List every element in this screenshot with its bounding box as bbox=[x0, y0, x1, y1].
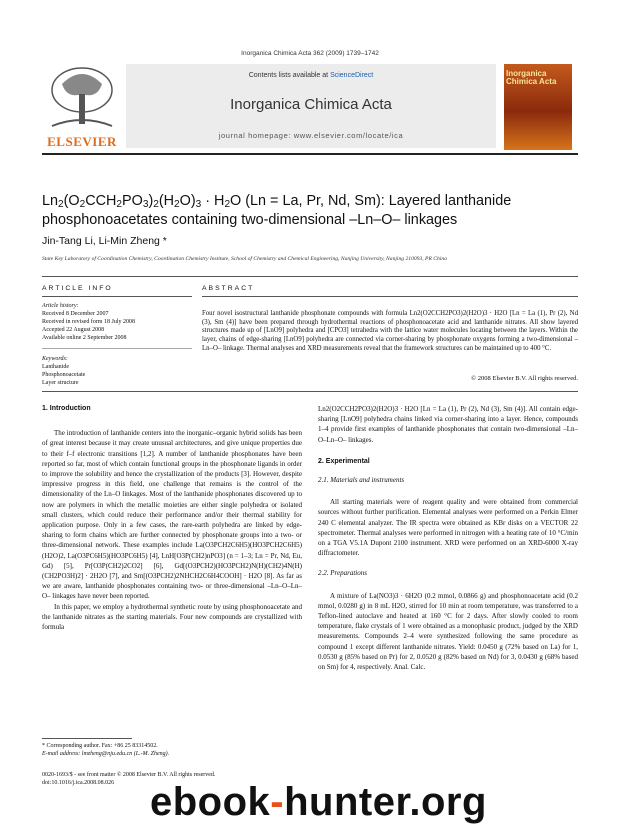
article-info-heading: ARTICLE INFO bbox=[42, 285, 113, 292]
materials-heading: 2.1. Materials and instruments bbox=[318, 476, 405, 485]
experimental-heading: 2. Experimental bbox=[318, 457, 370, 465]
corresponding-author: * Corresponding author. Fax: +86 25 83314502. bbox=[42, 743, 158, 749]
watermark-hyphen: - bbox=[270, 780, 285, 824]
sciencedirect-link[interactable]: ScienceDirect bbox=[330, 72, 374, 79]
history-item: Received 8 December 2007 bbox=[42, 311, 109, 317]
intro-paragraph-1: The introduction of lanthanide centers into the inorganic–organic hybrid solids has been of great interest because it may create unusual architectures, and give unique properties due to their f–f electronic transitions [1,2]. A number of lanthanide phosphonates have been reported so far, most of which contain functional groups in the phosphonate ligands in order to improve the solubility and hence the crystallization of the products [3]. However, despite impressive progress in this field, one challenge that remains is the control of the dimensionality of the Ln–O linkages. Most of the lanthanide phosphonates discovered up to now are polymers in which the metallic moieties are either single polyhedra or isolated small clusters, which could reduce their performance and/or their thermal stability for application purpose. Only in a few cases, the rare-earth polyhedra are linked by edge-sharing to form chains which are further connected by phosphonate groups into a two- or three-dimensional network. These examples include La(O3PCH2C6H5)(HO3PCH2C6H5)(H2O)2, La(O3PC6H5)(HO3PC6H5) [4], LnH[O3P(CH2)nPO3] (n = 1–3; Ln = Pr, Nd, Eu, Gd) [5], Pr[O3P(CH2)2CO2] [6], Gd[(O3PCH2)(HO3PCH2)N(H)(CH2)4N(H)(CH2PO3H)2] · 2H2O [7], and Sm[(O3PCH2)2NHCH2C6H4COOH] · H2O [8]. As far as we are aware, lanthanide phosphonates containing two- or three-dimensional –Ln–O–Ln–O– linkages have never been reported. bbox=[42, 429, 302, 601]
intro-continuation: Ln2(O2CCH2PO3)2(H2O)3 · H2O [Ln = La (1), Pr (2), Nd (3), Sm (4)]. All contain edge-sharing [LnO9] polyhedra chains linked via corner-sharing into a layer. Hence, compounds 1–4 provide first examples of lanthanide phosphonates that contain two-dimensional –Ln–O–Ln–O– linkages. bbox=[318, 405, 578, 444]
journal-homepage[interactable]: journal homepage: www.elsevier.com/locate/ica bbox=[218, 131, 404, 140]
intro-heading: 1. Introduction bbox=[42, 405, 91, 412]
cover-title: Inorganica Chimica Acta bbox=[506, 69, 557, 86]
abstract-copyright: © 2008 Elsevier B.V. All rights reserved. bbox=[471, 375, 578, 382]
journal-reference: Inorganica Chimica Acta 362 (2009) 1739–1742 bbox=[241, 50, 379, 57]
article-title: $Ln_2(O_2CCH_2PO_3)_2(H_2O)_3 \cdot H_2O$ (Ln = La, Pr, Nd, Sm): Layered lanthanide phosphonoacetates containing two-dimensional –Ln–O– linkages bbox=[42, 193, 512, 228]
history-item: Received in revised form 18 July 2008 bbox=[42, 319, 135, 325]
author-email[interactable]: E-mail address: lmzheng@nju.edu.cn (L.-M. Zheng). bbox=[42, 751, 170, 757]
keywords-label: Keywords: bbox=[42, 356, 68, 362]
header-divider bbox=[42, 153, 578, 155]
history-label: Article history: bbox=[42, 303, 79, 309]
contents-line bbox=[126, 72, 496, 79]
keywords bbox=[42, 355, 192, 387]
article-history bbox=[42, 302, 192, 342]
info-divider bbox=[42, 296, 192, 297]
keyword-item: Phosphonoacetate bbox=[42, 372, 86, 378]
watermark-left: ebook bbox=[150, 780, 271, 824]
watermark-right: hunter.org bbox=[284, 780, 487, 824]
preparations-paragraph: A mixture of La(NO3)3 · 6H2O (0.2 mmol, 0.0866 g) and phosphonoacetate acid (0.2 mmol, 0.0280 g) in 8 mL H2O, stirred for 10 min at room temperature, was transferred to a Teflon-lined autoclave and heated at 160 °C for 2 days. After slowly cooled to room temperature, flake crystals of 1 were obtained as a monophasic product, judged by the XRD measurements. Compounds 2–4 were synthesized following the same procedure as compound 1 except different lanthanide nitrates. Yield: 0.0450 g (72% based on La) for 1, 0.0530 g (85% based on Pr) for 2, 0.0520 g (82% based on Nd) for 3, 0.0430 g (68% based on Sm) for 4, respectively. Anal. Calc. bbox=[318, 591, 578, 672]
abstract-text: Four novel isostructural lanthanide phosphonate compounds with formula Ln2(O2CCH2PO3)2(H2O)3 · H2O [Ln = La (1), Pr (2), Nd (3), Sm (4)] have been prepared through hydrothermal reactions of phosphonoacetate acid and lanthanide nitrates. All show layered structures made up of [LnO9] polyhedra and [CPO3] tetrahedra with the lattice water molecules locating between the layers. Within the layer, chains of edge-sharing [LnO9] polyhedra are connected via corner-sharing by phosphonate oxygens forming a two-dimensional –Ln–O– linkage. Thermal analyses and XRD measurements reveal that the framework structures can be maintained up to 400 °C. bbox=[202, 310, 578, 352]
intro-paragraph-2: In this paper, we employ a hydrothermal synthetic route by using phosphonoacetate and the lanthanide nitrates as the starting materials. Four new compounds are crystallized with formula bbox=[42, 602, 302, 632]
issn-line: 0020-1693/$ - see front matter © 2008 Elsevier B.V. All rights reserved. bbox=[42, 772, 216, 778]
publisher-logo-text: ELSEVIER bbox=[47, 134, 117, 149]
history-item: Accepted 22 August 2008 bbox=[42, 327, 105, 333]
keyword-item: Layer structure bbox=[42, 380, 79, 386]
materials-paragraph: All starting materials were of reagent quality and were obtained from commercial sources without further purification. Elemental analyses were performed on a Perkin Elmer 240 C elemental analyzer. The IR spectra were obtained as KBr disks on a VECTOR 22 spectrometer. Thermal analyses were performed in nitrogen with a heating rate of 10 °C/min on a TGA V5.1A Dupont 2100 instrument. XRD were performed on an XRD-6000 X-ray diffractometer. bbox=[318, 498, 578, 558]
affiliation-divider bbox=[42, 276, 578, 277]
left-column bbox=[42, 404, 302, 632]
abstract-divider bbox=[202, 296, 578, 297]
journal-title: Inorganica Chimica Acta bbox=[230, 96, 392, 113]
keyword-item: Lanthanide bbox=[42, 364, 69, 370]
article-authors: Jin-Tang Li, Li-Min Zheng * bbox=[42, 235, 167, 247]
abstract-bottom-divider bbox=[42, 391, 578, 392]
right-column bbox=[318, 404, 578, 672]
preparations-heading: 2.2. Preparations bbox=[318, 569, 367, 578]
contents-prefix: Contents lists available at bbox=[248, 72, 331, 79]
site-watermark bbox=[150, 780, 487, 825]
footnote bbox=[42, 742, 302, 758]
history-item: Available online 2 September 2008 bbox=[42, 335, 127, 341]
abstract-heading: ABSTRACT bbox=[202, 285, 255, 292]
doi-line[interactable]: doi:10.1016/j.ica.2008.08.026 bbox=[42, 780, 115, 786]
author-affiliation: State Key Laboratory of Coordination Chemistry, Coordination Chemistry Institute, School of Chemistry and Chemical Engineering, Nanjing University, Nanjing 210093, PR China bbox=[42, 256, 447, 262]
footnote-divider bbox=[42, 738, 132, 739]
keywords-divider bbox=[42, 348, 192, 349]
